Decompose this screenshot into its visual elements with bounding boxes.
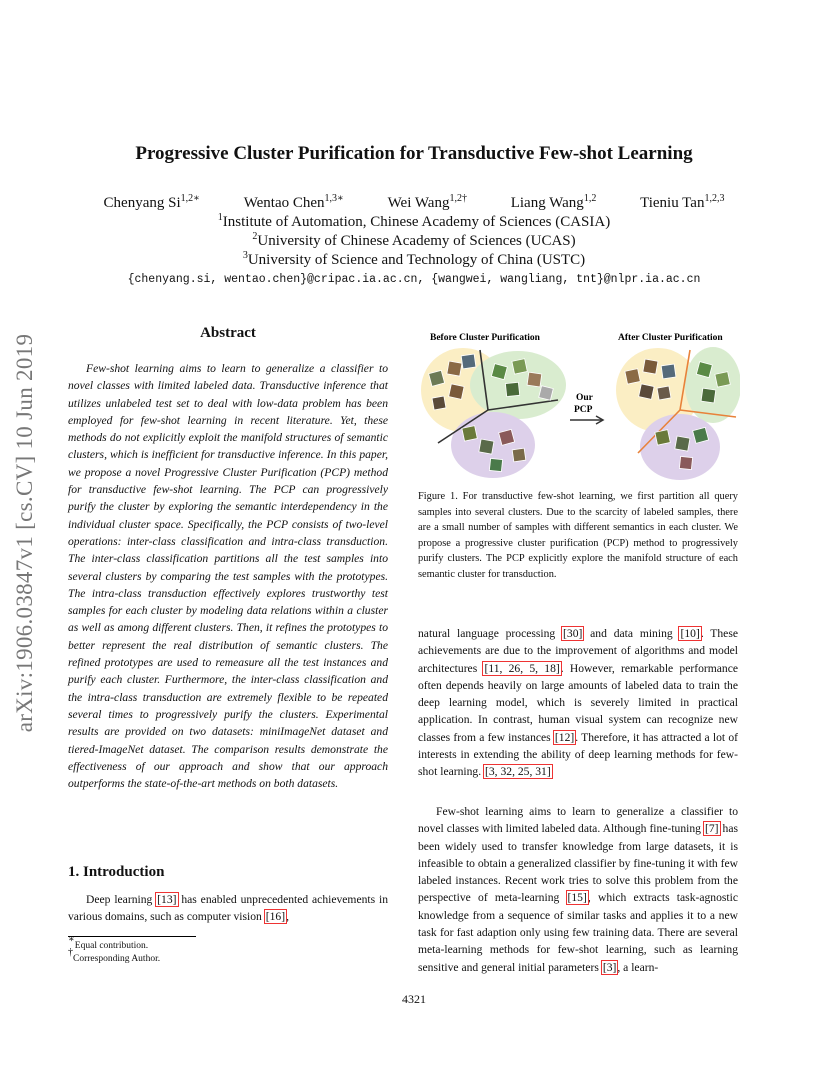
affiliation: $^2$University of Chinese Academy of Sciences (UCAS) bbox=[252, 231, 576, 249]
figure-cluster-purification bbox=[418, 325, 740, 485]
figure-caption: Figure 1. For transductive few-shot learning, we first partition all query samples into several clusters. Due to the scarcity of labeled samples, there are a small number of samples with different semantics in each cluster. We propose a progressive cluster purification (PCP) method to progressively purify clusters. The PCP explicitly explore the manifold structure of each semantic cluster for transduction. bbox=[418, 491, 738, 580]
footnote: ∗Equal contribution. bbox=[68, 934, 149, 951]
citation-link[interactable]: [10] bbox=[680, 627, 700, 640]
author: Chenyang $Si^{1,2∗}$ bbox=[103, 193, 200, 211]
citation-link[interactable]: [11, 26, 5, 18] bbox=[484, 661, 560, 675]
footnote: †Corresponding Author. bbox=[68, 947, 161, 964]
paper-title: Progressive Cluster Purification for Transductive Few-shot Learning bbox=[135, 143, 693, 164]
affiliation: $^1$Institute of Automation, Chinese Academy of Sciences (CASIA) bbox=[217, 212, 611, 230]
citation-link[interactable]: [15] bbox=[567, 891, 587, 905]
arrow-label-pcp: PCP bbox=[574, 405, 593, 415]
intro-paragraph: Few-shot learning aims to learn to generalize a classifier to novel classes with limited labeled data. Although fine-tuning [7] has been widely used to transfer knowledge from large datasets, it is infeasible to obtain a generalized classifier by fine-tuning it with few labeled instances. Recent work tries to solve this problem from the perspective of meta-learning [15], which extracts task-agnostic knowledge from a sequence of similar tasks and applies it to a new task for fast adaption only using few training data. There are several meta-learning methods for few-shot learning, such as learning sensitive and general initial parameters [3], a learn- bbox=[418, 805, 739, 974]
intro-paragraph: Deep learning [13] has enabled unprecedented achievements in various domains, such as computer vision [16], bbox=[68, 893, 388, 924]
figure-label-before: Before Cluster Purification bbox=[430, 333, 540, 343]
citation-link[interactable]: [12] bbox=[554, 730, 575, 744]
author: Tieniu Tan$^{1,2,3}$ bbox=[640, 193, 725, 211]
abstract-heading: Abstract bbox=[200, 325, 256, 341]
citation-link[interactable]: [30] bbox=[563, 627, 583, 640]
author: Wentao Chen$^{1,3∗}$ bbox=[243, 193, 344, 211]
citation-link[interactable]: [3, 32, 25, 31] bbox=[485, 765, 551, 779]
author-list bbox=[0, 195, 828, 212]
abstract-text: Few-shot learning aims to learn to generalize a classifier to novel classes with limited labeled data. Transductive inference that utilizes unlabeled test set to deal with low-data problem has been employed for few-shot learning in recent literature. Yet, these methods do not explicitly exploit the manifold structures of semantic clusters, which is inefficient for transductive inference. In this paper, we propose a novel Progressive Cluster Purification (PCP) method for transductive few-shot learning. The PCP can progressively purify the cluster by exploring the semantic interdependency in the individual cluster space. Specifically, the PCP consists of two-level operations: inter-class classification and intra-class transduction. The inter-class classification partitions all the test samples into several clusters by comparing the test samples with the prototypes. The intra-class transduction effectively explores trustworthy test samples for each cluster by modeling data relations within a cluster as well as among different clusters. Then, it refines the prototypes to better represent the real distribution of semantic clusters. The refined prototypes are used to remeasure all the test instances and purify each cluster. Furthermore, the inter-class classification and the intra-class transduction are extremely flexible to be repeated several times to progressively purify the clusters. Experimental results are provided on two datasets: miniImageNet dataset and tiered-ImageNet dataset. The comparison results demonstrate the effectiveness of our approach and show that our approach outperforms the state-of-the-art methods on both datasets. bbox=[68, 362, 388, 791]
section-heading-introduction: 1. Introduction bbox=[68, 864, 165, 880]
arrow-label-our: Our bbox=[576, 393, 593, 403]
author: Liang Wang$^{1,2}$ bbox=[510, 193, 597, 211]
figure-label-after: After Cluster Purification bbox=[618, 333, 723, 343]
page-number: 4321 bbox=[402, 992, 426, 1006]
citation-link[interactable]: [7] bbox=[704, 822, 719, 836]
citation-link[interactable]: [16] bbox=[265, 910, 286, 924]
affiliation: $^3$University of Science and Technology of China (USTC) bbox=[242, 250, 586, 268]
citation-link[interactable]: [13] bbox=[157, 893, 177, 906]
citation-link[interactable]: [3] bbox=[602, 960, 617, 974]
author: Wei Wang$^{1,2\dagger}$ bbox=[387, 193, 467, 211]
author-emails: {chenyang.si, wentao.chen}@cripac.ia.ac.cn, {wangwei, wangliang, tnt}@nlpr.ia.ac.cn bbox=[127, 273, 701, 286]
arxiv-identifier: arXiv:1906.03847v1 [cs.CV] 10 Jun 2019 bbox=[12, 333, 37, 733]
footnote-rule bbox=[68, 936, 196, 937]
intro-paragraph-continued: natural language processing [30] and data mining [10]. These achievements are due to the improvement of algorithms and model architectures [11, 26, 5, 18]. However, remarkable performance often depends heavily on large amounts of labeled data to train the deep learning model, which is severely limited in practical application. In contrast, human visual system can recognize new classes from a few instances [12]. Therefore, it has attracted a lot of interests in extending the ability of deep learning methods for few-shot learning. [3, 32, 25, 31] bbox=[418, 627, 738, 779]
